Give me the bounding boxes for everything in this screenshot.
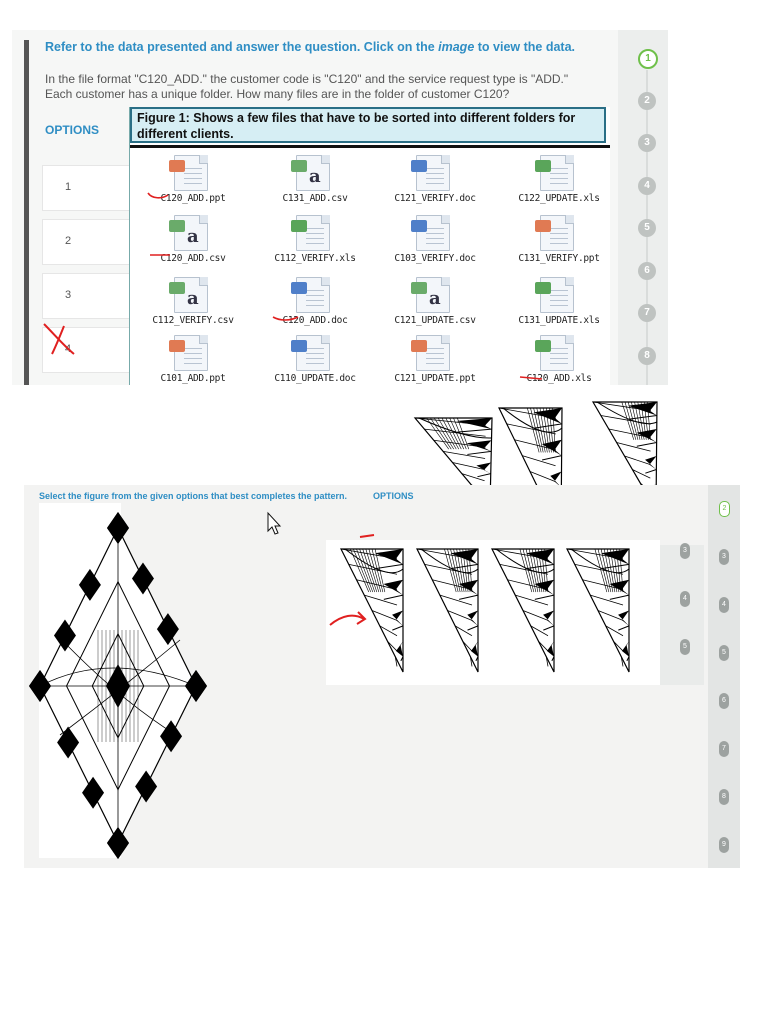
- side-step-4[interactable]: 4: [680, 591, 690, 607]
- option-triangle-figure: [567, 549, 629, 672]
- option-label: 1: [65, 181, 72, 193]
- file-name: C120_ADD.ppt: [160, 193, 226, 204]
- question-2-title: Select the figure from the given options that best completes the pattern.: [39, 491, 348, 501]
- step-4[interactable]: 4: [719, 597, 729, 613]
- option-label: 3: [65, 289, 72, 301]
- file-name: C121_UPDATE.ppt: [394, 373, 476, 384]
- step-8[interactable]: 8: [719, 789, 729, 805]
- file-name: C122_UPDATE.xls: [518, 193, 600, 204]
- step-5[interactable]: 5: [638, 219, 656, 237]
- step-7[interactable]: 7: [638, 304, 656, 322]
- file-name: C131_UPDATE.xls: [518, 315, 600, 326]
- file-name: C120_ADD.csv: [160, 253, 226, 264]
- step-8[interactable]: 8: [638, 347, 656, 365]
- letter-glyph: a: [187, 226, 199, 247]
- question-text: In the file format "C120_ADD." the customer code is "C120" and the service request type is "ADD." Each customer has a unique folder. How many files are in the folder of customer C120?: [45, 72, 569, 101]
- title-prefix: Refer to the data presented and answer the question. Click on the: [45, 40, 435, 54]
- option-label: 2: [65, 235, 72, 247]
- options-heading-2: OPTIONS: [373, 491, 414, 501]
- side-step-5[interactable]: 5: [680, 639, 690, 655]
- title-suffix: to view the data.: [477, 40, 576, 54]
- letter-glyph: a: [429, 288, 441, 309]
- letter-glyph: a: [309, 166, 321, 187]
- step-2[interactable]: 2: [719, 501, 730, 517]
- file-name: C112_VERIFY.xls: [274, 253, 356, 264]
- option-label: 4: [65, 343, 72, 355]
- step-3[interactable]: 3: [719, 549, 729, 565]
- options-heading: OPTIONS: [45, 123, 100, 137]
- step-1[interactable]: 1: [638, 49, 658, 69]
- step-5[interactable]: 5: [719, 645, 729, 661]
- option-triangle-figure: [492, 549, 554, 672]
- step-6[interactable]: 6: [719, 693, 729, 709]
- file-name: C112_VERIFY.csv: [152, 315, 234, 326]
- file-name: C110_UPDATE.doc: [274, 373, 356, 384]
- option-triangle-figure: [341, 549, 403, 672]
- step-2[interactable]: 2: [638, 92, 656, 110]
- figure-caption: Figure 1: Shows a few files that have to be sorted into different folders for different clients.: [130, 107, 606, 143]
- file-name: C103_VERIFY.doc: [394, 253, 476, 264]
- file-name: C121_UPDATE.csv: [394, 315, 476, 326]
- file-name: C101_ADD.ppt: [160, 373, 226, 384]
- step-6[interactable]: 6: [638, 262, 656, 280]
- side-step-3[interactable]: 3: [680, 543, 690, 559]
- step-3[interactable]: 3: [638, 134, 656, 152]
- file-name: C121_VERIFY.doc: [394, 193, 476, 204]
- mouse-cursor-icon: [267, 512, 281, 536]
- step-9[interactable]: 9: [719, 837, 729, 853]
- file-name: C131_ADD.csv: [282, 193, 348, 204]
- file-name: C120_ADD.doc: [282, 315, 348, 326]
- file-name: C131_VERIFY.ppt: [518, 253, 600, 264]
- step-7[interactable]: 7: [719, 741, 729, 757]
- step-4[interactable]: 4: [638, 177, 656, 195]
- image-link[interactable]: image: [438, 40, 475, 54]
- letter-glyph: a: [187, 288, 199, 309]
- file-name: C120_ADD.xls: [526, 373, 592, 384]
- option-triangle-figure: [417, 549, 478, 672]
